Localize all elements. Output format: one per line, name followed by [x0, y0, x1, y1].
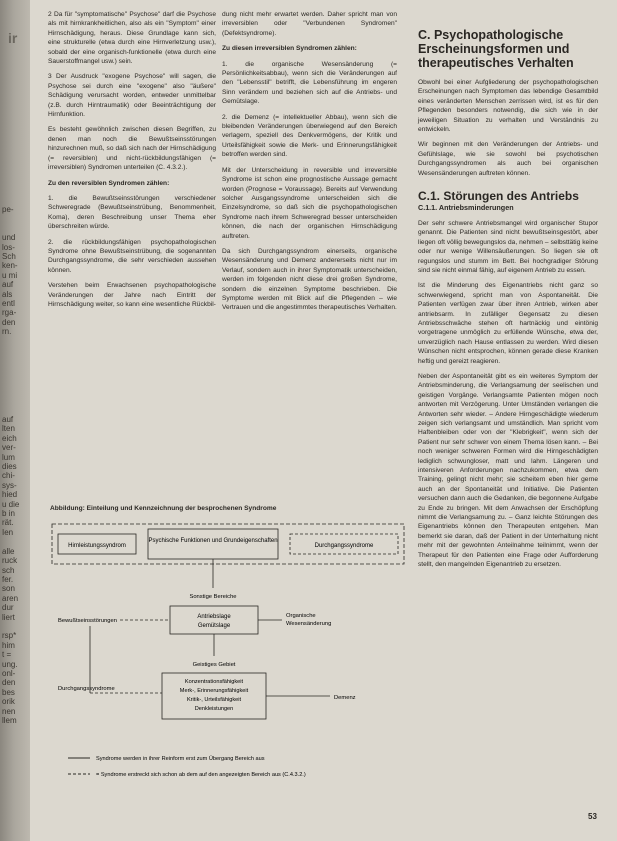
box-geist-line1: Konzentrationsfähigkeit: [184, 679, 244, 685]
paragraph: Da sich Durchgangssyndrom einerseits, organische Wesensänderung und Demenz andererseits nicht nur im Verlauf, sondern auch in ihrer Symptomatik unterscheiden, werden im folgenden nicht diese drei großen Syndrome, sondern die einzelnen Symptome beschrieben. Die Symptome werden mit Blick auf die Pflegenden – wie Vertrauen und die angestimmtes therapeutisches Verhalten.: [222, 247, 397, 312]
paragraph: Neben der Aspontaneität gibt es ein weiteres Symptom der Antriebsminderung, die Verlangsamung der seelischen und geistigen Vorgänge. Verlangsamte Patienten mögen noch antworten mit Verzögerung. Unter Umständen verlangen die Antworten sehr wieder. – Andere Hirngeschädigte wiederum zeigen sich verlangsamt und umständlich. Man spricht vom Haftenbleiben oder von der "Klebrigkeit", wenn sich der Patient nur sehr schwer von einem Thema lösen kann. – Bei noch weniger schweren Formen wird die Hirngeschädigten lediglich schwungloser, matt und lahm. Längeren und intensiveren Anforderungen nachzukommen, etwa dem Training, gelingt nicht mehr; sie scheitern eben hier gerne auch an der Spontaneität und Initiative. Die Patienten versuchen dann auch die Gedanken, die begonnene Aufgabe zu Ende zu bringen. Mit dem Anwachsen der Erschöpfung nimmt die Verlangsamung zu. – Ganz leichte Störungen des Eigenantriebs können den Therapeuten entgehen. Man bemerkt sie daran, daß der Patient in der Unterhaltung nicht mehr mit der gewohnten Anteilnahme teilnimmt, wenn der Therapeut für den Patienten eine Frage oder Aufforderung stellt, den mangelnden Eigenantrieb zu ersetzen.: [418, 372, 598, 569]
label-wesen-1: Organische: [286, 613, 316, 619]
paragraph: 3 Der Ausdruck "exogene Psychose" will sagen, die Psychose sei durch eine "exogene" also "äußere" Schädigung verursacht worden, entweder unmittelbar (z.B. durch Hirntraumatik) oder Beeinträchtigung der Hirnfunktion.: [48, 73, 216, 119]
box-center-label: Psychische Funktionen und Grundeigenschaften: [148, 538, 278, 544]
label-sonstige: Sonstige Bereiche: [189, 594, 237, 600]
paragraph: Es besteht gewöhnlich zwischen diesen Begriffen, zu denen man noch die Bewußtseinsstörungen hinzurechnen muß, so daß sich nach der Hirnschädigung (= reversiblen) und nicht-rückbildungsfähigen (= irreversiblen) Syndromen unterteilen (C. 4.3.2.).: [48, 126, 216, 172]
figure-caption: Abbildung: Einteilung und Kennzeichnung der besprochenen Syndrome: [50, 505, 277, 512]
box-geist-line2: Merk-, Erinnerungsfähigkeit: [179, 688, 249, 694]
paragraph: Wir beginnen mit den Veränderungen der Antriebs- und Gefühlslage, wie sie sowohl bei psychotischen Durchgangssyndromen als auch bei organischen Wesensänderungen auftreten können.: [418, 141, 598, 177]
column-c: [418, 10, 598, 576]
paragraph: 2. die rückbildungsfähigen psychopathologischen Syndrome ohne Bewußtseinstrübung, die sogenannten Durchgangssyndrome, die sehr verschieden aussehen können.: [48, 238, 216, 274]
label-wesen-2: Wesensänderung: [286, 621, 332, 627]
irreversible-label: Zu diesen irreversiblen Syndromen zählen:: [222, 45, 357, 53]
syndrome-figure: [50, 505, 408, 805]
left-edge-text-upper: pe- und los- Sch ken- u mi auf als entl rga- den rn.: [2, 205, 18, 337]
legend-1: Syndrome werden in ihrer Reinform erst zum Übergang Bereich aus: [96, 756, 265, 762]
corner-mark: ir: [8, 30, 18, 46]
column-a: [48, 10, 216, 315]
box-geist-line3: Kritik-, Urteilsfähigkeit: [186, 697, 242, 703]
paragraph: 2. die Demenz (= intellektueller Abbau), wenn sich die bleibenden Veränderungen überwiegend auf den Bereich verlagern, speziell des Denkvermögens, der Kritik und Urteilsfähigkeit sowie die Merk- und Erinnerungsfähigkeit betroffen werden sind.: [222, 113, 397, 159]
paragraph: 1. die Bewußtseinsstörungen verschiedener Schweregrade (Bewußtseinstrübung, Benommenheit, Koma), deren Beschreibung unser Thema eher überschreiten würde.: [48, 194, 216, 231]
label-durchgang: Durchgangssyndrome: [58, 686, 115, 692]
box-antrieb-line1: Antriebslage: [197, 614, 231, 620]
paragraph-label: [222, 44, 397, 53]
paragraph: Mit der Unterscheidung in reversible und irreversible Syndrome ist schon eine prognostische Aussage gemacht worden (Prognose = Voraussage). Bereits auf Verwendung solcher Ausgangssyndrome unterscheiden sich die Einzelsyndrome, so daß sich die psychopathologischen Syndrome nach ihrem Schweregrad besser unterscheiden können, die nach der organischen Hirnschädigung auftreten.: [222, 166, 397, 240]
paragraph: Obwohl bei einer Aufgliederung der psychopathologischen Erscheinungen nach Symptomen das lebendige Gesamtbild eines veränderten Menschen zerrissen wird, ist es für den Pflegenden besonders notwendig, die sich wie in der jeweiligen Situation zu verhalten und Verständnis zu entwickeln.: [418, 79, 598, 134]
syndrome-diagram: [50, 518, 408, 803]
left-edge-text-lower: auf lten eich ver- lum dies chi- sys- hied u die b in rät. Ien alle ruck sch fer. son aren dur liert rsp* him t = ung. onl- den bes orik nen llem: [2, 415, 20, 725]
box-geist-line4: Denkleistungen: [194, 706, 234, 712]
paragraph: Ist die Minderung des Eigenantriebs nicht ganz so schwerwiegend, spricht man von Aspontaneität. Die Patienten verfügen zwar über ihren Antrieb, wirken aber antriebsarm. In zufälliger Gegensatz zu diesen Antriebsschwäche stehen oft hartnäckig und eintönig vorgetragene unmöglich zu erfüllende Wünsche, etwa der, unverzüglich nach Hause entlassen zu werden. Wird diesen Wünschen nicht entsprochen, können gerade diese Kranken heftig und gereizt reagieren.: [418, 282, 598, 365]
box-center: [148, 529, 278, 559]
paragraph: dung nicht mehr erwartet werden. Daher spricht man von irreversiblen oder "Verbundenen Syndromen" (Defektsyndrome).: [222, 11, 397, 37]
paragraph: 2 Da für "symptomatische" Psychose" darf die Psychose als mit hirnkrankheitlichen, also als ein "Symptom" einer Hirnschädigung, heraus. Diese Grundlage kann sich, eine strukturelle (etwa durch eine Hirnverletzung usw.), sobald der eine organisch-funktionelle (etwa durch eine Sauerstoffmangel usw.) sein.: [48, 11, 216, 66]
label-bewusstsein: Bewußtseinsstörungen: [58, 618, 117, 624]
reversible-label: Zu den reversiblen Syndromen zählen:: [48, 179, 170, 187]
section-title: C. Psychopathologische Erscheinungsformen und therapeutisches Verhalten: [418, 28, 574, 70]
label-demenz: Demenz: [334, 695, 356, 701]
legend-2: = Syndrome erstreckt sich schon ab dem auf den angezeigten Bereich aus (C.4.3.2.): [96, 772, 306, 778]
box-antrieb: [170, 606, 258, 634]
box-durchgang-top-label: Durchgangssyndrome: [314, 543, 374, 549]
paragraph: Verstehen beim Erwachsenen psychopathologische Veränderungen der Jahre nach Eintritt der Hirnschädigung weiter, so kann eine wesentliche Rückbil-: [48, 282, 216, 308]
page-number: 53: [588, 812, 597, 821]
paragraph-label: [48, 179, 216, 188]
paragraph: 1. die organische Wesensänderung (= Persönlichkeitsabbau), wenn sich die Veränderungen auf den "Lebensstil" betrifft, die Lebensführung im engeren Sinn verändern und beziehen sich auf die Antriebs- und Gemütslage.: [222, 60, 397, 106]
box-antrieb-line2: Gemütslage: [197, 623, 231, 629]
label-geist: Geistiges Gebiet: [192, 662, 236, 668]
subsubsection-heading: C.1.1. Antriebsminderungen: [418, 203, 514, 213]
subsection-heading: C.1. Störungen des Antriebs: [418, 189, 579, 204]
box-hirnleistung-label: Hirnleistungssyndrom: [68, 543, 126, 549]
paragraph: Der sehr schwere Antriebsmangel wird organischer Stupor genannt. Die Patienten sind nicht bewußtseinsgestört, aber liegen oft völlig bewegungslos da, nehmen – selbsttätig keine oder nur wenige Willensäußerungen. So liegen sie oft regungslos und stumm im Bett. Bei hochgradiger Störung sind sie nicht einmal fähig, auf eigenem Antrieb zu essen.: [418, 219, 598, 274]
column-b: [222, 10, 397, 319]
